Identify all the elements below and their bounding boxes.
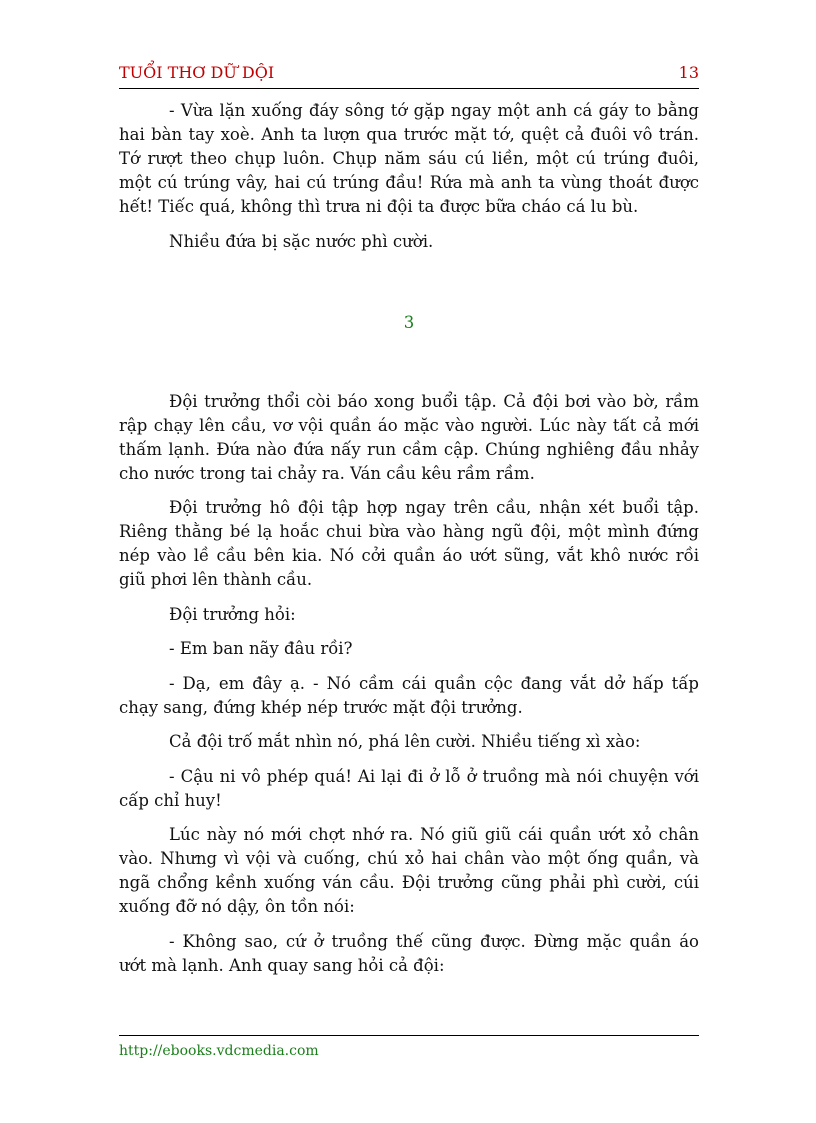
paragraph: Nhiều đứa bị sặc nước phì cười. [169, 231, 434, 251]
paragraph: Đội trưởng hỏi: [169, 604, 296, 624]
paragraph: Cả đội trố mắt nhìn nó, phá lên cười. Nhiều tiếng xì xào: [169, 732, 641, 751]
footer-rule [119, 1035, 699, 1036]
paragraph: Đội trưởng thổi còi báo xong buổi tập. Cả đội bơi vào bờ, rầm rập chạy lên cầu, vơ vội quần áo mặc vào người. Lúc này tất cả mới thấm lạnh. Đứa nào đứa nấy run cầm cập. Chúng nghiêng đầu nhảy cho nước trong tai chảy ra. Ván cầu kêu rầm rầm. [119, 391, 699, 483]
paragraph: - Dạ, em đây ạ. - Nó cầm cái quần cộc đang vắt dở hấp tấp chạy sang, đứng khép nép trước mặt đội trưởng. [119, 673, 699, 717]
paragraph: Đội trưởng hô đội tập hợp ngay trên cầu, nhận xét buổi tập. Riêng thằng bé lạ hoắc chui bừa vào hàng ngũ đội, một mình đứng nép vào lề cầu bên kia. Nó cởi quần áo ướt sũng, vắt khô nước rồi giũ phơi lên thành cầu. [119, 498, 699, 589]
book-title: TUỔI THƠ DỮ DỘI [119, 63, 275, 82]
paragraph: - Cậu ni vô phép quá! Ai lại đi ở lỗ ở truồng mà nói chuyện với cấp chỉ huy! [119, 766, 699, 810]
paragraph: Lúc này nó mới chợt nhớ ra. Nó giũ giũ cái quần ướt xỏ chân vào. Nhưng vì vội và cuống, chú xỏ hai chân vào một ống quần, và ngã chổng kềnh xuống ván cầu. Đội trưởng cũng phải phì cười, cúi xuống đỡ nó dậy, ôn tồn nói: [119, 825, 699, 916]
paragraph: - Không sao, cứ ở truồng thế cũng được. Đừng mặc quần áo ướt mà lạnh. Anh quay sang hỏi cả đội: [119, 931, 699, 975]
page-number: 13 [678, 63, 699, 82]
running-header [119, 63, 699, 87]
body-text [119, 99, 699, 988]
chapter-number: 3 [403, 312, 415, 332]
paragraph: - Em ban nãy đâu rồi? [169, 639, 353, 658]
paragraph: - Vừa lặn xuống đáy sông tớ gặp ngay một anh cá gáy to bằng hai bàn tay xoè. Anh ta lượn qua trước mặt tớ, quệt cả đuôi vô trán. Tớ rượt theo chụp luôn. Chụp năm sáu cú liền, một cú trúng đuôi, một cú trúng vây, hai cú trúng đầu! Rứa mà anh ta vùng thoát được hết! Tiếc quá, không thì trưa ni đội ta được bữa cháo cá lu bù. [119, 101, 699, 216]
footer-url-link[interactable]: http://ebooks.vdcmedia.com [119, 1043, 319, 1059]
header-rule [119, 88, 699, 89]
